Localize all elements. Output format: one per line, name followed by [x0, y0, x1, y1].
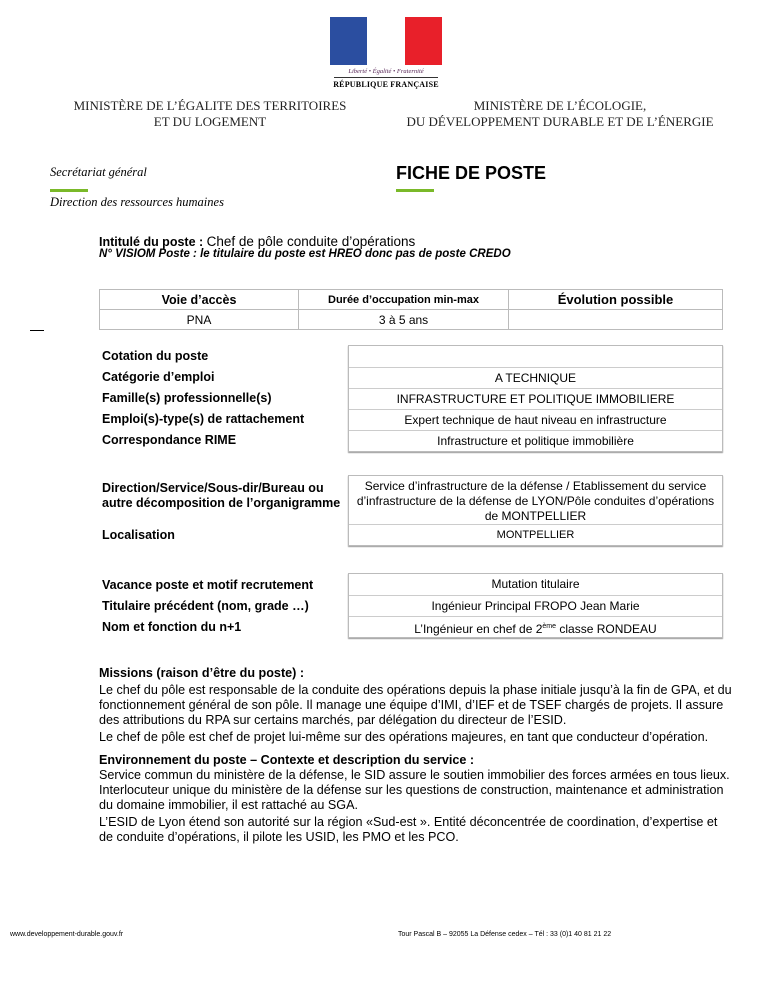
- footer-website[interactable]: www.developpement-durable.gouv.fr: [10, 931, 124, 938]
- field-label: Nom et fonction du n+1: [102, 620, 242, 634]
- field-label: Famille(s) professionnelle(s): [102, 391, 272, 405]
- access-table: Voie d’accès Durée d’occupation min-max Évolution possible PNA 3 à 5 ans: [99, 289, 723, 330]
- missions-section: Missions (raison d’être du poste) : Le chef du pôle est responsable de la conduite des opérations depuis la phase initiale jusqu’à la fin de GPA, et du fonctionnement général de son pôle. Il manage une équipe d’IMI, d’IEF et de TSEF chargés de projets. Il assure des attributions du RPA sur certains marchés, par délégation du directeur de l’ESID. Le chef de pôle est chef de projet lui-même sur des opérations majeures, en tant que conducteur d’opération.: [99, 666, 732, 744]
- direction: Direction des ressources humaines: [50, 195, 224, 209]
- visiom-note: N° VISIOM Poste : le titulaire du poste est HREO donc pas de poste CREDO: [99, 248, 511, 260]
- environment-section: Environnement du poste – Contexte et description du service : Service commun du ministère de la défense, le SID assure le soutien immobilier des forces armées en tous lieux. Interlocuteur unique du ministère de la défense sur les questions de construction, maintenance et administration du domaine immobilier, il est rattaché au SGA. L’ESID de Lyon étend son autorité sur la région «Sud-est ». Entité déconcentrée de coordination, d’expertise et de conduite d’opérations, il pilote les USID, les PMO et les PCO.: [99, 753, 730, 844]
- footer-address: Tour Pascal B – 92055 La Défense cedex – Tél : 33 (0)1 40 81 21 22: [398, 931, 612, 938]
- field-label: Catégorie d’emploi: [102, 370, 215, 384]
- margin-mark: [30, 330, 44, 331]
- divider: [50, 189, 88, 192]
- flag-icon: [330, 17, 442, 65]
- fields-table-1: A TECHNIQUE INFRASTRUCTURE ET POLITIQUE IMMOBILIERE Expert technique de haut niveau en infrastructure Infrastructure et politique immobilière: [348, 345, 723, 452]
- fields-table-2: Service d’infrastructure de la défense / Etablissement du service d’infrastructure de la défense de LYON/Pôle conduites d’opérations de MONTPELLIER MONTPELLIER: [348, 475, 723, 546]
- field-label: Emploi(s)-type(s) de rattachement: [102, 412, 305, 426]
- field-label: Localisation: [102, 528, 175, 542]
- field-label: Vacance poste et motif recrutement: [102, 578, 314, 592]
- field-label: Correspondance RIME: [102, 433, 237, 447]
- secretariat: Secrétariat général: [50, 165, 147, 179]
- marianne-logo: [330, 17, 442, 89]
- field-label: Direction/Service/Sous-dir/Bureau ou autre décomposition de l’organigramme: [102, 481, 341, 510]
- ministry-right: MINISTÈRE DE L’ÉCOLOGIE, DU DÉVELOPPEMENT DURABLE ET DE L’ÉNERGIE: [406, 98, 714, 129]
- fields-table-3: Mutation titulaire Ingénieur Principal FROPO Jean Marie L’Ingénieur en chef de 2ème classe RONDEAU: [348, 573, 723, 638]
- divider: [396, 189, 434, 192]
- field-label: Cotation du poste: [102, 349, 209, 363]
- job-title: Intitulé du poste : Chef de pôle conduite d’opérations: [99, 234, 416, 249]
- page-title: FICHE DE POSTE: [396, 163, 547, 183]
- motto: Liberté • Égalité • Fraternité: [348, 68, 424, 75]
- field-label: Titulaire précédent (nom, grade …): [102, 599, 309, 613]
- republic-label: RÉPUBLIQUE FRANÇAISE: [333, 80, 439, 89]
- ministry-left: MINISTÈRE DE L’ÉGALITE DES TERRITOIRES ET DU LOGEMENT: [73, 98, 347, 129]
